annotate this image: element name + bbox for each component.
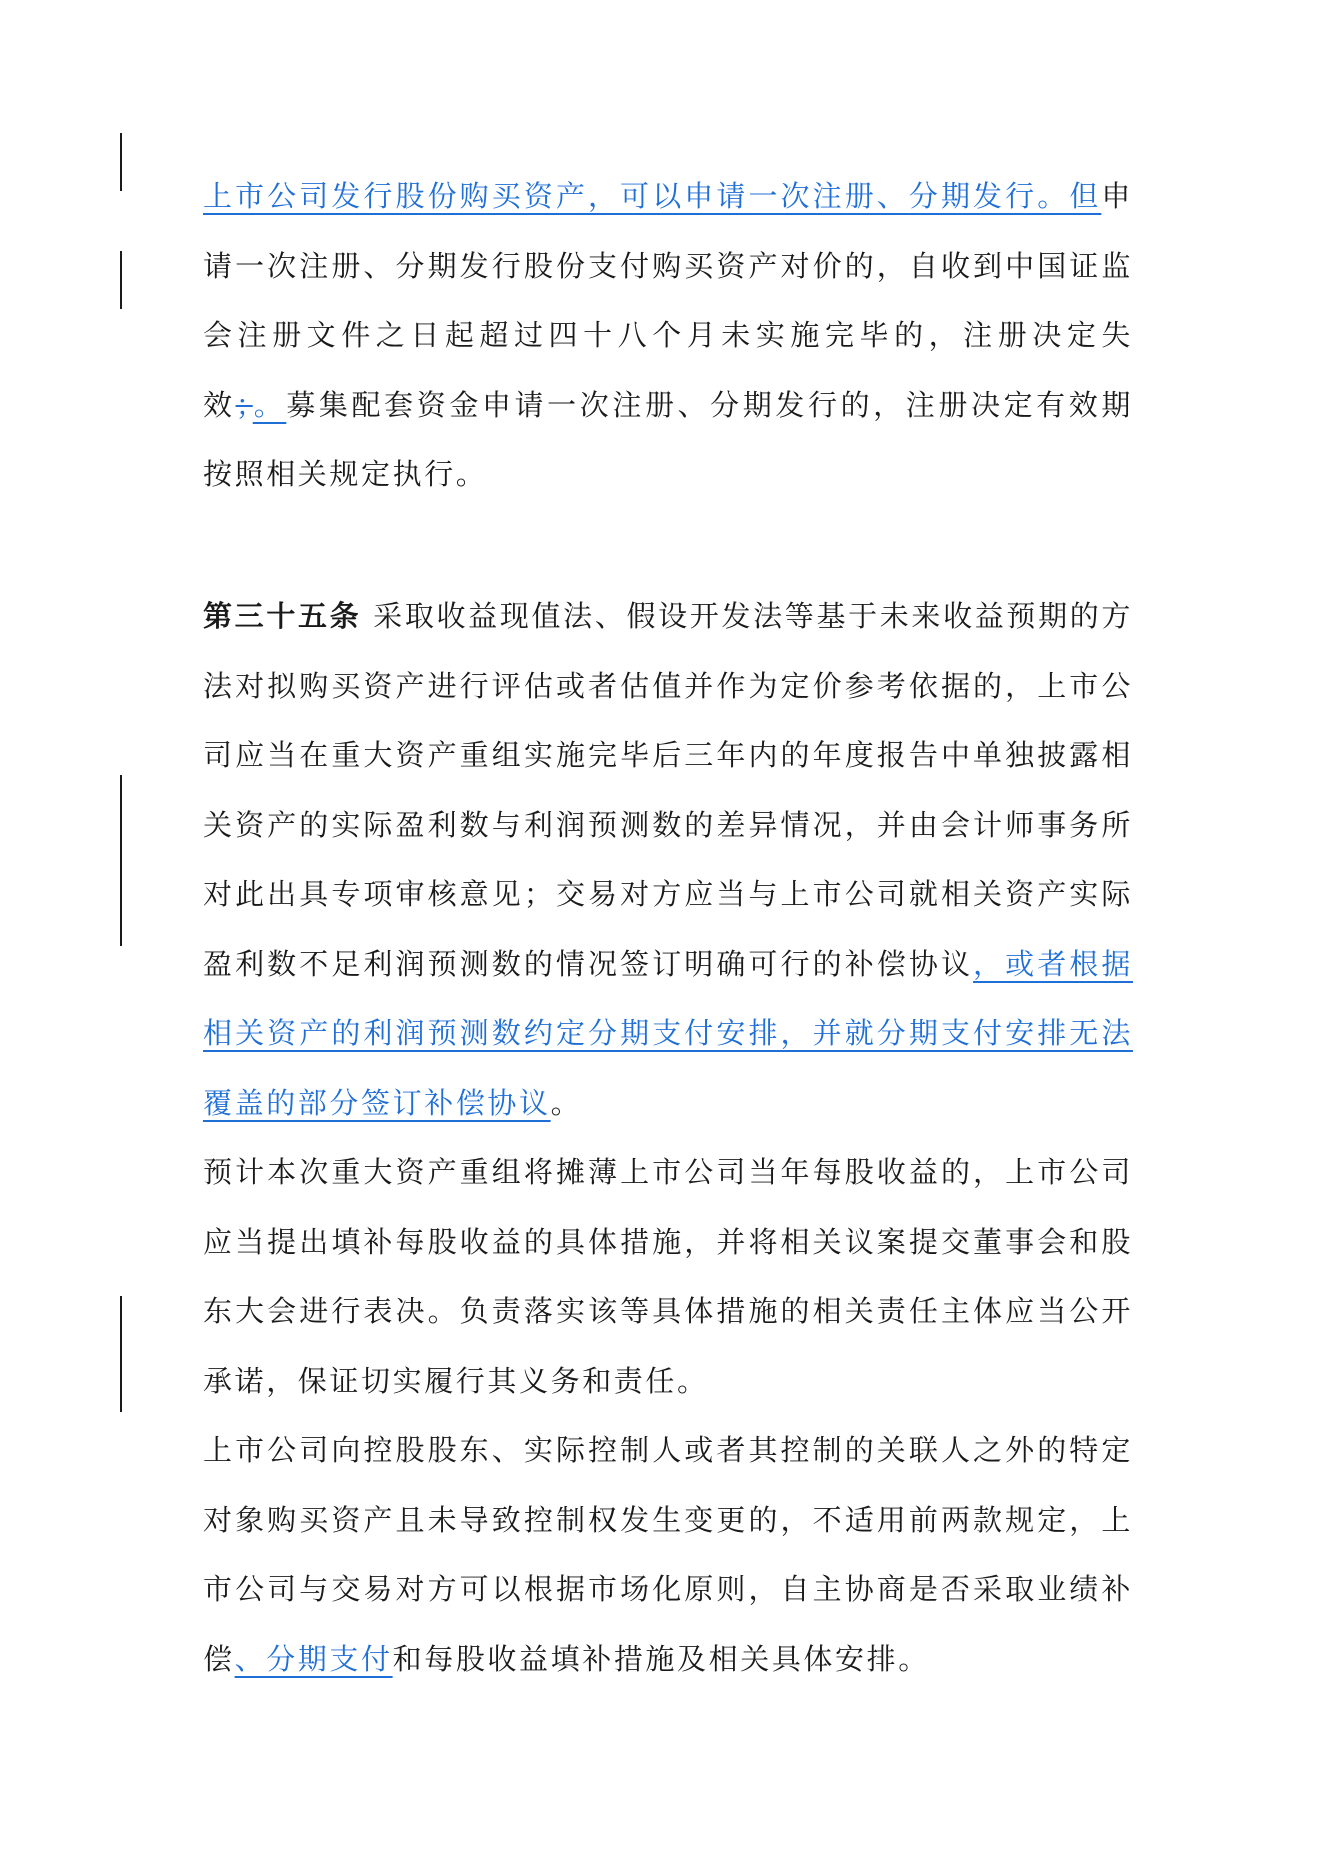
paragraph-eps-dilution [203, 1138, 1133, 1416]
paragraph-article-35 [203, 582, 1133, 1138]
body-text: 和每股收益填补措施及相关具体安排。 [392, 1641, 930, 1676]
change-bar [120, 133, 122, 191]
change-bar [120, 251, 122, 309]
paragraph-non-related-party [203, 1416, 1133, 1694]
article-heading: 第三十五条 [203, 599, 362, 633]
body-text: 申请一次注册、分期发行股份支付购买资产对价的，自收到中国证监会注册文件之日起超过四十八个月未实施完毕的，注册决定失效 [203, 179, 1133, 422]
inserted-text: 、分期支付 [234, 1641, 393, 1676]
inserted-text: 。 [252, 387, 287, 422]
deleted-text: ； [235, 387, 253, 422]
inserted-text: 上市公司发行股份购买资产，可以申请一次注册、分期发行。但 [203, 179, 1102, 213]
inserted-text: ，或者根据相关资产的利润预测数约定分期支付安排，并就分期支付安排无法覆盖的部分签订补偿协议 [203, 946, 1133, 1120]
body-text: 预计本次重大资产重组将摊薄上市公司当年每股收益的，上市公司应当提出填补每股收益的具体措施，并将相关议案提交董事会和股东大会进行表决。负责落实该等具体措施的相关责任主体应当公开承诺，保证切实履行其义务和责任。 [203, 1155, 1133, 1398]
body-text: 采取收益现值法、假设开发法等基于未来收益预期的方法对拟购买资产进行评估或者估值并作为定价参考依据的，上市公司应当在重大资产重组实施完毕后三年内的年度报告中单独披露相关资产的实际盈利数与利润预测数的差异情况，并由会计师事务所对此出具专项审核意见；交易对方应当与上市公司就相关资产实际盈利数不足利润预测数的情况签订明确可行的补偿协议 [203, 599, 1133, 981]
change-bar [120, 1296, 122, 1412]
paragraph-registration [203, 162, 1133, 510]
body-text: 募集配套资金申请一次注册、分期发行的，注册决定有效期按照相关规定执行。 [203, 387, 1133, 491]
body-text: 。 [550, 1085, 583, 1120]
change-bar [120, 775, 122, 946]
body-text: 上市公司向控股股东、实际控制人或者其控制的关联人之外的特定对象购买资产且未导致控制权发生变更的，不适用前两款规定，上市公司与交易对方可以根据市场化原则，自主协商是否采取业绩补偿 [203, 1433, 1133, 1676]
